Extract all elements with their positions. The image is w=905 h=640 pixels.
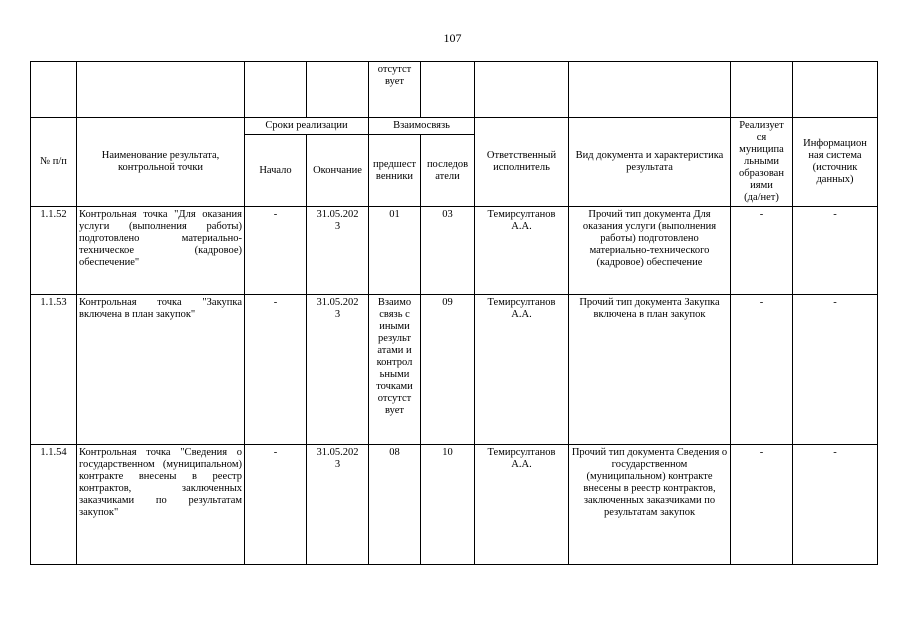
row-start: -: [245, 295, 307, 445]
row-end: 31.05.202 3: [307, 207, 369, 295]
row-predecessors: 08: [369, 445, 421, 565]
control-points-table: [30, 61, 878, 565]
header-terms: Сроки реализации: [245, 118, 369, 135]
row-realized: -: [731, 207, 793, 295]
carry-name-cell: [77, 62, 245, 118]
carry-over-row: [31, 62, 878, 118]
row-predecessors: Взаимо связь с иными результ атами и контрол ьными точками отсутст вует: [369, 295, 421, 445]
row-executor: Темирсултанов А.А.: [475, 295, 569, 445]
table-row: [31, 295, 878, 445]
carry-successors-cell: [421, 62, 475, 118]
carry-info-cell: [793, 62, 878, 118]
row-predecessors: 01: [369, 207, 421, 295]
carry-predecessors-cell: отсутст вует: [369, 62, 421, 118]
table-row: [31, 207, 878, 295]
header-start: Начало: [245, 135, 307, 207]
header-info-system: Информацион ная система (источник данных): [793, 118, 878, 207]
carry-start-cell: [245, 62, 307, 118]
carry-num-cell: [31, 62, 77, 118]
header-end: Окончание: [307, 135, 369, 207]
header-realized: Реализует ся муниципа льными образован иями (да/нет): [731, 118, 793, 207]
header-successors: последов атели: [421, 135, 475, 207]
row-name: Контрольная точка "Сведения о государственном (муниципальном) контракте внесены в реестр контрактов, заключенных заказчиками по результатам закупок": [77, 445, 245, 565]
row-num: 1.1.52: [31, 207, 77, 295]
carry-realized-cell: [731, 62, 793, 118]
header-num: № п/п: [31, 118, 77, 207]
row-executor: Темирсултанов А.А.: [475, 207, 569, 295]
header-predecessors: предшест венники: [369, 135, 421, 207]
row-doc-type: Прочий тип документа Закупка включена в план закупок: [569, 295, 731, 445]
row-successors: 03: [421, 207, 475, 295]
row-info-system: -: [793, 207, 878, 295]
header-relation: Взаимосвязь: [369, 118, 475, 135]
row-name: Контрольная точка "Закупка включена в план закупок": [77, 295, 245, 445]
table-row: [31, 445, 878, 565]
row-end: 31.05.202 3: [307, 445, 369, 565]
carry-doc-cell: [569, 62, 731, 118]
row-end: 31.05.202 3: [307, 295, 369, 445]
row-successors: 10: [421, 445, 475, 565]
header-row-1: [31, 118, 878, 135]
header-doc-type: Вид документа и характеристика результата: [569, 118, 731, 207]
carry-executor-cell: [475, 62, 569, 118]
row-successors: 09: [421, 295, 475, 445]
header-executor: Ответственный исполнитель: [475, 118, 569, 207]
row-doc-type: Прочий тип документа Для оказания услуги (выполнения работы) подготовлено материально-технического (кадровое) обеспечение: [569, 207, 731, 295]
row-name: Контрольная точка "Для оказания услуги (выполнения работы) подготовлено материально-техническое (кадровое) обеспечение": [77, 207, 245, 295]
row-start: -: [245, 445, 307, 565]
header-name: Наименование результата, контрольной точки: [77, 118, 245, 207]
row-info-system: -: [793, 445, 878, 565]
row-info-system: -: [793, 295, 878, 445]
row-realized: -: [731, 445, 793, 565]
row-num: 1.1.53: [31, 295, 77, 445]
row-doc-type: Прочий тип документа Сведения о государственном (муниципальном) контракте внесены в реестр контрактов, заключенных заказчиками по результатам закупок: [569, 445, 731, 565]
carry-end-cell: [307, 62, 369, 118]
row-executor: Темирсултанов А.А.: [475, 445, 569, 565]
page-number: 107: [443, 31, 462, 45]
row-num: 1.1.54: [31, 445, 77, 565]
row-start: -: [245, 207, 307, 295]
row-realized: -: [731, 295, 793, 445]
